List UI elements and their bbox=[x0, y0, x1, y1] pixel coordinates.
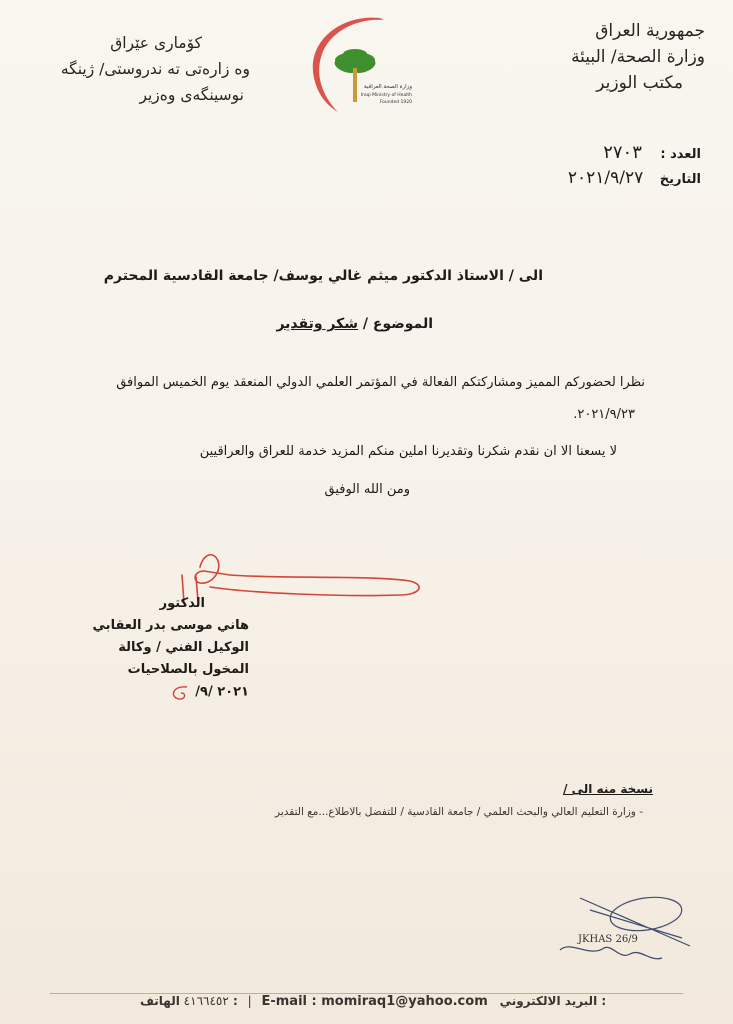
header-kurdish-line: نوسینگەی وەزیر bbox=[139, 86, 244, 104]
signatory-name: هاني موسى بدر العقابي bbox=[92, 618, 249, 633]
logo-text-ar: وزارة الصحة العراقية bbox=[363, 84, 412, 90]
footer-email-label: البريد الالكتروني : bbox=[499, 994, 607, 1008]
copy-item: - وزارة التعليم العالي والبحث العلمي / جامعة القادسية / للتفضل بالاطلاع...مع التقدير bbox=[275, 806, 643, 818]
header-arabic-line: مكتب الوزير bbox=[596, 73, 683, 93]
subject-label: الموضوع / bbox=[362, 316, 433, 332]
logo-text-en: Iraqi Ministry of Health bbox=[360, 93, 412, 98]
reviewer-initials: JKHAS 26/9 bbox=[578, 934, 638, 945]
document-date bbox=[568, 168, 701, 188]
subject-line bbox=[276, 316, 433, 332]
pen-annotation bbox=[550, 888, 700, 978]
signatory-authority: المخول بالصلاحيات bbox=[127, 662, 249, 677]
palm-tree-icon bbox=[300, 12, 430, 112]
signature-date bbox=[167, 683, 249, 701]
number-label: العدد : bbox=[660, 147, 701, 162]
footer-email[interactable]: E-mail : momiraq1@yahoo.com bbox=[261, 994, 488, 1009]
header-kurdish bbox=[20, 30, 250, 108]
signatory-position: الوكيل الفني / وكالة bbox=[118, 640, 249, 655]
closing-line: ومن الله الوفيق bbox=[324, 482, 410, 497]
header-arabic bbox=[505, 18, 705, 96]
recipient-line: الى / الاستاذ الدكتور ميثم غالي يوسف/ جامعة القادسية المحترم bbox=[103, 268, 543, 284]
body-line-3: لا يسعنا الا ان نقدم شكرنا وتقديرنا املين منكم المزيد خدمة للعراق والعراقيين bbox=[199, 444, 617, 459]
signatory-block bbox=[49, 593, 249, 681]
footer-phone-label: الهاتف : bbox=[140, 994, 238, 1008]
signature-date-value: ٢٠٢١ /٩/ bbox=[195, 684, 249, 700]
body-line-2: ٢٠٢١/٩/٢٣. bbox=[573, 407, 635, 422]
header-kurdish-line: كۆماری عێراق bbox=[110, 34, 202, 52]
ministry-logo bbox=[300, 12, 430, 112]
document-number bbox=[603, 142, 701, 163]
header-arabic-line: جمهورية العراق bbox=[595, 21, 705, 41]
logo-text-founded: Founded 1920 bbox=[379, 100, 412, 105]
body-line-1: نظرا لحضوركم المميز ومشاركتكم الفعالة في المؤتمر العلمي الدولي المنعقد يوم الخميس الموافق bbox=[116, 375, 645, 390]
footer-contact: ٤١٦٦٤٥٢ الهاتف : | E-mail : momiraq1@yahoo.com البريد الالكتروني : bbox=[140, 994, 607, 1009]
signatory-title: الدكتور bbox=[159, 596, 205, 611]
header-arabic-line: وزارة الصحة/ البيئة bbox=[571, 47, 705, 67]
footer-phone: ٤١٦٦٤٥٢ bbox=[183, 994, 229, 1008]
date-value: ٢٠٢١/٩/٢٧ bbox=[567, 168, 644, 188]
handwritten-day-mark bbox=[167, 683, 191, 701]
subject-value: شكر وتقدير bbox=[276, 316, 359, 332]
date-label: التاريخ bbox=[659, 172, 701, 187]
number-value: ٢٧٠٣ bbox=[603, 142, 642, 163]
copy-heading: نسخة منه الى / bbox=[563, 782, 653, 796]
header-kurdish-line: وه زارەتی ته ندروستی/ ژینگه bbox=[60, 60, 250, 78]
